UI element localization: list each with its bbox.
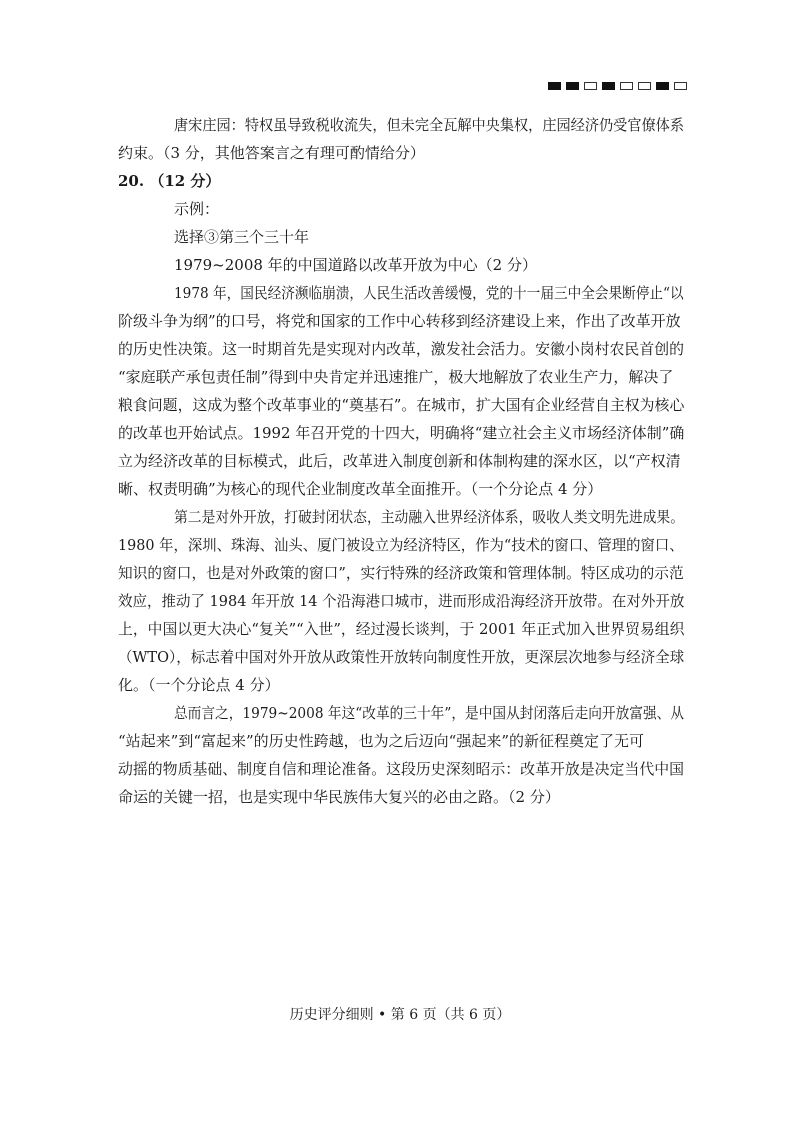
answer-line: “家庭联产承包责任制”得到中央肯定并迅速推广，极大地解放了农业生产力，解决了 bbox=[118, 368, 674, 386]
page-marks bbox=[548, 82, 687, 90]
answer-line: 晰、权责明确”为核心的现代企业制度改革全面推开。（一个分论点 4 分） bbox=[118, 480, 603, 498]
answer-line: 粮食问题，这成为整个改革事业的“奠基石”。在城市，扩大国有企业经营自主权为核心 bbox=[118, 396, 685, 414]
page-mark bbox=[674, 82, 687, 90]
answer-line: 的历史性决策。这一时期首先是实现对内改革，激发社会活力。安徽小岗村农民首创的 bbox=[118, 340, 685, 358]
answer-line: 化。（一个分论点 4 分） bbox=[118, 676, 280, 694]
answer-line: 第二是对外开放，打破封闭状态，主动融入世界经济体系，吸收人类文明先进成果。 bbox=[174, 508, 685, 526]
answer-line: 命运的关键一招，也是实现中华民族伟大复兴的必由之路。（2 分） bbox=[118, 788, 560, 806]
answer-line: 1980 年，深圳、珠海、汕头、厦门被设立为经济特区，作为“技术的窗口、管理的窗口、 bbox=[118, 536, 684, 554]
answer-line: 约束。（3 分，其他答案言之有理可酌情给分） bbox=[118, 144, 425, 162]
page-mark bbox=[602, 82, 615, 90]
answer-line: 选择③第三个三十年 bbox=[174, 228, 310, 246]
page-mark bbox=[638, 82, 651, 90]
page-mark bbox=[548, 82, 561, 90]
answer-line: 知识的窗口，也是对外政策的窗口”，实行特殊的经济政策和管理体制。特区成功的示范 bbox=[118, 564, 684, 582]
answer-line: 1978 年，国民经济濒临崩溃，人民生活改善缓慢，党的十一届三中全会果断停止“以 bbox=[174, 284, 684, 302]
answer-line: 示例： bbox=[174, 200, 220, 218]
question-number: 20. （12 分） bbox=[118, 172, 221, 190]
answer-line: 动摇的物质基础、制度自信和理论准备。这段历史深刻昭示：改革开放是决定当代中国 bbox=[118, 760, 685, 778]
answer-line: “站起来”到“富起来”的历史性跨越，也为之后迈向“强起来”的新征程奠定了无可 bbox=[118, 732, 645, 750]
answer-line: 立为经济改革的目标模式，此后，改革进入制度创新和体制构建的深水区，以“产权清 bbox=[118, 452, 681, 470]
answer-line: （WTO），标志着中国对外开放从政策性开放转向制度性开放，更深层次地参与经济全球 bbox=[118, 648, 685, 666]
answer-line: 1979~2008 年的中国道路以改革开放为中心（2 分） bbox=[174, 256, 537, 274]
page-mark bbox=[584, 82, 597, 90]
answer-line: 的改革也开始试点。1992 年召开党的十四大，明确将“建立社会主义市场经济体制”确 bbox=[118, 424, 685, 442]
page-footer: 历史评分细则 • 第 6 页（共 6 页） bbox=[289, 1007, 511, 1023]
answer-line: 唐宋庄园：特权虽导致税收流失，但未完全瓦解中央集权，庄园经济仍受官僚体系 bbox=[174, 116, 684, 134]
page-mark bbox=[620, 82, 633, 90]
page-mark bbox=[566, 82, 579, 90]
answer-line: 阶级斗争为纲”的口号，将党和国家的工作中心转移到经济建设上来，作出了改革开放 bbox=[118, 312, 681, 330]
answer-line: 效应，推动了 1984 年开放 14 个沿海港口城市，进而形成沿海经济开放带。在对外开放 bbox=[118, 592, 685, 610]
answer-line: 上，中国以更大决心“复关”“入世”，经过漫长谈判，于 2001 年正式加入世界贸易组织 bbox=[118, 620, 685, 638]
answer-line: 总而言之，1979~2008 年这“改革的三十年”，是中国从封闭落后走向开放富强、从 bbox=[174, 704, 685, 722]
page-mark bbox=[656, 82, 669, 90]
